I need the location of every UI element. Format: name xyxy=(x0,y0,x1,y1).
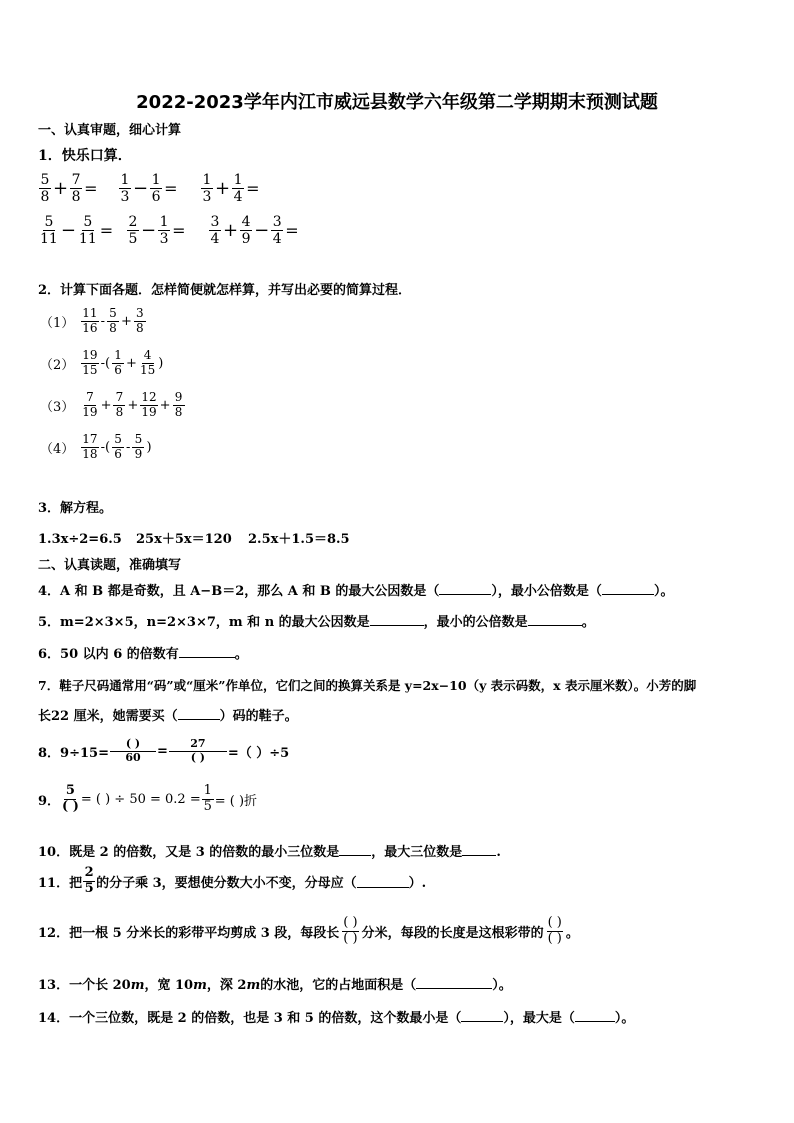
denominator: 3 xyxy=(120,189,130,206)
numerator[interactable]: ( ) xyxy=(110,738,156,752)
q7-text-b: 长22 厘米，她需要买（ xyxy=(38,709,178,724)
q9-text-c: = ( )折 xyxy=(214,793,258,809)
calc-item xyxy=(40,307,147,336)
fraction xyxy=(39,214,59,247)
answer-blank[interactable] xyxy=(528,625,582,626)
numerator: 7 xyxy=(71,172,81,188)
numerator: 9 xyxy=(173,391,185,406)
denominator: 19 xyxy=(82,404,98,419)
denominator: 8 xyxy=(109,320,117,335)
question-11 xyxy=(38,866,426,897)
numerator: 11 xyxy=(82,306,98,320)
question-3-label: 3．解方程。 xyxy=(38,501,113,516)
q9-text-a: 9． xyxy=(38,793,61,809)
operator: + xyxy=(127,397,139,413)
denominator: 19 xyxy=(141,404,157,419)
fraction xyxy=(39,172,51,205)
question-7-line-1: 7．鞋子尺码通常用“码”或“厘米”作单位，它们之间的换算关系是 y=2x−10（y 表示码数，x 表示厘米数）。小芳的脚 xyxy=(38,678,697,693)
mental-calc-item xyxy=(38,214,114,247)
equals: = xyxy=(156,743,168,759)
answer-blank[interactable] xyxy=(179,657,235,658)
q11-text-c: ）. xyxy=(408,875,427,891)
denominator: 5 xyxy=(128,231,138,248)
section-heading-2: 二、认真读题，准确填写 xyxy=(38,558,182,573)
denominator: 3 xyxy=(202,189,212,206)
denominator: 6 xyxy=(151,189,161,206)
operator: = xyxy=(172,221,186,241)
denominator: 5 xyxy=(203,798,212,814)
denominator: 8 xyxy=(174,404,183,419)
numerator: 27 xyxy=(169,738,227,752)
mental-calc-item xyxy=(208,214,300,247)
item-number: （1） xyxy=(40,315,75,331)
numerator: 19 xyxy=(82,348,98,362)
numerator: 1 xyxy=(233,172,243,188)
operator: - xyxy=(126,439,131,455)
operator: = xyxy=(246,179,260,199)
q13-text-c: ，深 2 xyxy=(206,978,247,993)
question-9 xyxy=(38,784,257,815)
q12-text-a: 12．把一根 5 分米长的彩带平均剪成 3 段，每段长 xyxy=(38,925,340,941)
q13-text-a: 13．一个长 20 xyxy=(38,978,131,993)
operator: + xyxy=(100,397,112,413)
question-14 xyxy=(38,1012,634,1025)
answer-blank[interactable] xyxy=(416,988,492,989)
q14-text-b: ），最大是（ xyxy=(503,1011,575,1026)
q12-text-b: 分米，每段的长度是这根彩带的 xyxy=(361,925,544,941)
denominator: 4 xyxy=(210,231,220,248)
denominator[interactable]: ( ) xyxy=(62,798,79,814)
operator: + xyxy=(126,355,137,371)
numerator: 5 xyxy=(83,214,93,230)
fraction xyxy=(81,391,98,420)
q6-text-a: 6．50 以内 6 的倍数有 xyxy=(38,647,179,662)
denominator: 8 xyxy=(115,404,124,419)
q5-text-b: ，最小的公倍数是 xyxy=(423,615,528,630)
q4-text-a: 4．A 和 B 都是奇数，且 A−B＝2，那么 A 和 B 的最大公因数是（ xyxy=(38,584,440,599)
q10-text-c: . xyxy=(496,845,501,860)
fraction xyxy=(132,433,144,462)
numerator: 1 xyxy=(151,172,161,188)
denominator: 8 xyxy=(71,189,81,206)
operator: = xyxy=(84,179,98,199)
q9-text-b: = ( ) ÷ 50 = 0.2 = xyxy=(80,791,201,807)
denominator: 5 xyxy=(84,880,94,896)
numerator: 3 xyxy=(210,214,220,230)
item-number: （3） xyxy=(40,399,75,415)
mental-calc-item xyxy=(200,172,261,205)
section-heading-1: 一、认真审题，细心计算 xyxy=(38,123,182,138)
numerator: 5 xyxy=(107,307,119,322)
fraction xyxy=(240,214,252,247)
answer-fraction[interactable] xyxy=(547,916,563,947)
q5-text-c: 。 xyxy=(581,615,595,630)
q5-text-a: 5．m=2×3×5，n=2×3×7，m 和 n 的最大公因数是 xyxy=(38,615,370,630)
answer-blank[interactable] xyxy=(178,719,220,720)
unit: m xyxy=(130,978,145,993)
question-7-line-2 xyxy=(38,710,298,723)
equation-1: 1.3x÷2=6.5 xyxy=(38,532,122,547)
numerator: 1 xyxy=(120,172,130,188)
operator: ) xyxy=(158,355,164,371)
question-12 xyxy=(38,916,579,947)
calc-item xyxy=(40,433,153,462)
answer-blank[interactable] xyxy=(462,855,496,856)
numerator: 5 xyxy=(112,433,124,448)
fraction xyxy=(158,214,170,247)
q6-text-b: 。 xyxy=(234,647,248,662)
q14-text-c: ）。 xyxy=(614,1011,635,1026)
fraction xyxy=(127,214,139,247)
unit: m xyxy=(193,978,207,993)
operator: − xyxy=(254,220,270,242)
denominator: 16 xyxy=(82,320,98,335)
answer-blank[interactable] xyxy=(575,1021,615,1022)
numerator[interactable]: ( ) xyxy=(547,915,562,930)
q7-text-c: ）码的鞋子。 xyxy=(219,709,298,724)
denominator: 6 xyxy=(114,362,122,377)
question-2-label: 2．计算下面各题．怎样简便就怎样算，并写出必要的简算过程． xyxy=(38,283,412,298)
answer-blank[interactable] xyxy=(439,594,491,595)
denominator: 9 xyxy=(241,231,251,248)
denominator: 60 xyxy=(125,750,141,764)
numerator: 1 xyxy=(202,172,212,188)
question-4 xyxy=(38,585,673,598)
fraction xyxy=(139,349,156,378)
q13-text-b: ，宽 10 xyxy=(144,978,194,993)
fraction xyxy=(232,172,244,205)
numerator: 1 xyxy=(203,783,212,798)
denominator[interactable]: ( ) xyxy=(190,750,205,764)
fraction xyxy=(140,391,157,420)
question-1-label: 1．快乐口算． xyxy=(38,148,132,164)
numerator: 1 xyxy=(159,214,169,230)
numerator: 7 xyxy=(84,391,96,406)
denominator: 4 xyxy=(272,231,282,248)
denominator[interactable]: ( ) xyxy=(343,930,358,946)
fraction xyxy=(81,349,98,378)
fraction xyxy=(271,214,283,247)
answer-fraction[interactable] xyxy=(342,916,358,947)
numerator: 5 xyxy=(65,783,75,798)
question-6 xyxy=(38,648,248,661)
mental-calc-item xyxy=(38,172,99,205)
operator: + xyxy=(120,313,132,329)
q11-text-b: 的分子乘 3，要想使分数大小不变，分母应（ xyxy=(96,875,357,891)
denominator: 6 xyxy=(114,446,122,461)
denominator: 15 xyxy=(139,362,156,377)
denominator: 11 xyxy=(78,231,97,248)
unit: m xyxy=(246,978,261,993)
item-number: （2） xyxy=(40,357,75,373)
fraction xyxy=(112,433,124,462)
numerator: 4 xyxy=(142,349,154,364)
numerator: 2 xyxy=(128,214,138,230)
denominator: 15 xyxy=(82,362,98,377)
question-5 xyxy=(38,616,595,629)
fraction xyxy=(113,391,125,420)
fraction xyxy=(202,784,214,815)
denominator: 3 xyxy=(159,231,169,248)
question-8 xyxy=(38,738,289,764)
question-10 xyxy=(38,846,501,859)
fraction xyxy=(78,214,98,247)
q10-text-b: ，最大三位数是 xyxy=(371,845,463,860)
q4-text-b: ），最小公倍数是（ xyxy=(491,584,602,599)
fraction xyxy=(110,738,156,764)
fraction xyxy=(81,307,98,336)
numerator: 5 xyxy=(132,433,144,448)
operator: = xyxy=(164,179,178,199)
fraction xyxy=(201,172,213,205)
operator: − xyxy=(141,220,157,242)
denominator: 18 xyxy=(82,446,98,461)
q13-text-e: ）。 xyxy=(492,978,512,993)
operator: + xyxy=(223,220,239,242)
operator: + xyxy=(159,397,171,413)
denominator: 9 xyxy=(134,446,143,461)
q13-text-d: 的水池，它的占地面积是（ xyxy=(260,978,417,993)
equation-3: 2.5x＋1.5＝8.5 xyxy=(248,532,350,547)
q14-text-a: 14．一个三位数，既是 2 的倍数，也是 3 和 5 的倍数，这个数最小是（ xyxy=(38,1011,462,1026)
numerator: 3 xyxy=(272,214,282,230)
fraction xyxy=(70,172,82,205)
answer-blank[interactable] xyxy=(370,625,424,626)
fraction xyxy=(83,866,95,897)
calc-item xyxy=(40,349,164,378)
numerator: 7 xyxy=(113,391,125,406)
numerator[interactable]: ( ) xyxy=(343,915,358,930)
numerator: 2 xyxy=(84,865,94,880)
fraction xyxy=(209,214,221,247)
equation-2: 25x＋5x＝120 xyxy=(136,532,232,547)
denominator[interactable]: ( ) xyxy=(547,930,562,946)
fraction xyxy=(112,349,124,378)
question-13 xyxy=(38,979,512,992)
operator: + xyxy=(215,178,231,200)
fraction xyxy=(119,172,131,205)
operator: − xyxy=(133,178,149,200)
numerator: 17 xyxy=(82,432,98,446)
operator: -( xyxy=(100,355,111,371)
operator: -( xyxy=(100,439,111,455)
operator: = xyxy=(285,221,299,241)
answer-blank[interactable] xyxy=(357,887,409,888)
q8-text-a: 8．9÷15= xyxy=(38,745,109,761)
q10-text-a: 10．既是 2 的倍数，又是 3 的倍数的最小三位数是 xyxy=(38,845,340,860)
answer-blank[interactable] xyxy=(461,1021,503,1022)
operator: = xyxy=(99,221,114,241)
fraction xyxy=(107,307,119,336)
fraction xyxy=(61,784,80,815)
numerator: 4 xyxy=(241,214,251,230)
fraction xyxy=(169,738,227,764)
denominator: 4 xyxy=(233,189,243,206)
operator: − xyxy=(60,220,76,242)
fraction xyxy=(173,391,185,420)
answer-blank[interactable] xyxy=(339,855,371,856)
q4-text-c: ）。 xyxy=(653,584,674,599)
numerator: 1 xyxy=(112,349,124,364)
q12-text-c: 。 xyxy=(565,925,579,941)
operator: + xyxy=(53,178,69,200)
mental-calc-item xyxy=(118,172,179,205)
denominator: 8 xyxy=(40,189,50,206)
page-title: 2022-2023学年内江市威远县数学六年级第二学期期末预测试题 xyxy=(136,92,658,113)
fraction xyxy=(81,433,98,462)
q11-text-a: 11．把 xyxy=(38,875,83,891)
item-number: （4） xyxy=(40,441,75,457)
numerator: 5 xyxy=(44,214,54,230)
mental-calc-item xyxy=(126,214,187,247)
operator: - xyxy=(100,313,105,329)
numerator: 3 xyxy=(134,307,146,322)
denominator: 8 xyxy=(136,320,144,335)
numerator: 5 xyxy=(40,172,50,188)
fraction xyxy=(150,172,162,205)
numerator: 12 xyxy=(141,390,157,404)
answer-blank[interactable] xyxy=(602,594,654,595)
calc-item xyxy=(40,391,186,420)
denominator: 11 xyxy=(40,231,58,248)
fraction xyxy=(134,307,146,336)
q8-text-c: =（ ）÷5 xyxy=(227,745,290,761)
operator: ) xyxy=(146,439,152,455)
